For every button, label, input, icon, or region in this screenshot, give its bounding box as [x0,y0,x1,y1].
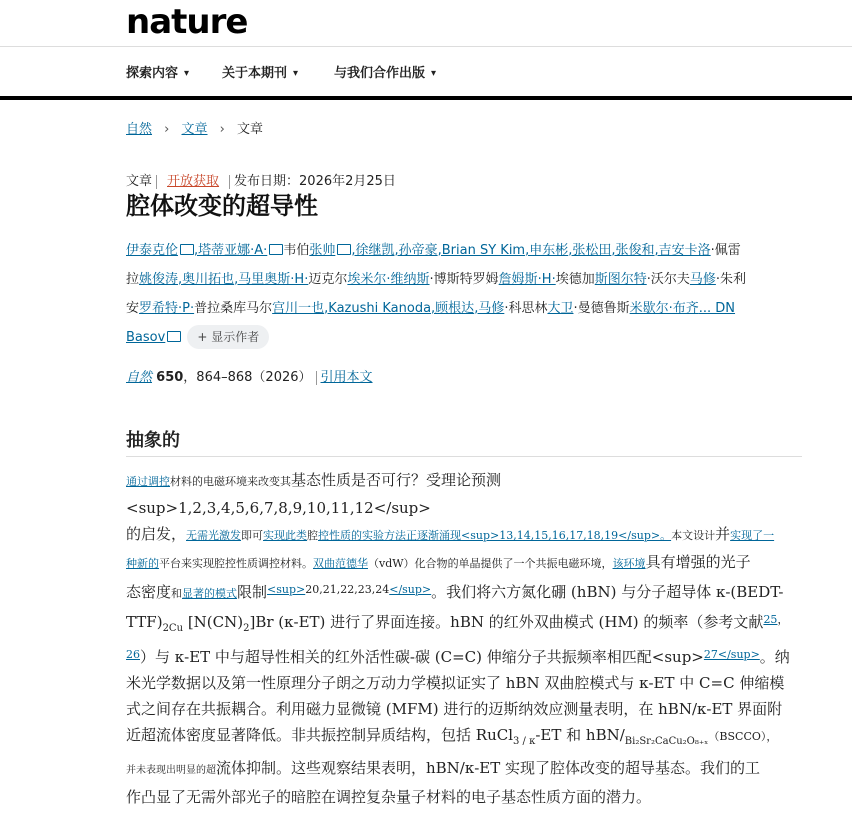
nav-explore-label: 探索内容 [126,66,179,81]
abstract-run: 并 [715,525,731,543]
chevron-down-icon: ▾ [293,68,299,79]
abstract-run: ]Br (κ-ET) 进行了界面连接。hBN 的红外双曲模式 (HM) 的频率（参考文献 [249,613,764,631]
author-text: ·科思林 [504,301,548,316]
reference-run: 20,21,22,23,24 [305,583,390,596]
nav-about-journal[interactable] [222,62,298,81]
journal-name[interactable]: 自然 [126,370,153,385]
author-text: 安 [126,301,140,316]
author-text: ·朱利 [715,272,747,287]
abstract-line: 作凸显了无需外部光子的暗腔在调控复杂量子材料的电子基态性质方面的潜力。 [126,788,652,806]
abstract-link[interactable]: 该环境 [612,557,646,570]
email-icon[interactable] [337,244,351,255]
abstract-line [126,607,800,642]
main-nav [0,46,852,100]
reference-link[interactable]: 26 [126,648,140,661]
author-link[interactable]: 大卫 [547,301,574,316]
abstract-run: 并未表现出明显的超 [126,765,216,776]
chevron-right-icon: › [219,122,225,137]
author-link[interactable]: 宫川一也 [272,301,325,316]
chevron-right-icon: › [164,122,170,137]
abstract-run: ）与 κ-ET 中与超导性相关的红外活性碳-碳 (C=C) 伸缩分子共振频率相匹配<sup> [140,648,704,666]
author-link[interactable]: 张帅 [309,243,336,258]
author-link[interactable]: ,张松田 [568,243,612,258]
abstract-line [126,722,800,755]
plus-icon: + [197,330,212,344]
volume: 650 [156,370,184,385]
author-text: 拉 [126,272,140,287]
email-icon[interactable] [269,244,283,255]
author-text: ·曼德鲁斯 [573,301,630,316]
reference-link[interactable]: </sup> [389,583,432,596]
published-date: 发布日期：2026年2月25日 [234,174,396,189]
pages: ，864–868（2026） [183,370,312,385]
abstract-run: 近超流体密度显著降低。非共振控制异质结构，包括 RuCl [126,726,513,744]
nav-about-label: 关于本期刊 [222,66,288,81]
abstract-link[interactable]: 无需光激发 [186,529,242,542]
abstract-link[interactable]: 种新的 [126,557,159,570]
abstract-run: TTF) [126,613,163,631]
author-link[interactable]: ,顾根达 [431,301,475,316]
author-link[interactable]: ,塔蒂亚娜·A· [194,243,268,258]
abstract-run: 态密度 [126,583,172,601]
author-link[interactable]: ,奥川拓也 [178,272,235,287]
nature-logo[interactable]: nature [126,2,248,42]
subscript: 2 [243,623,250,634]
author-text: 埃德加 [555,272,595,287]
abstract-run: 。我们将六方氮化硼 (hBN) 与分子超导体 κ-(BEDT- [431,583,784,601]
author-list [126,236,806,352]
author-link[interactable]: ... DN [698,301,736,316]
abstract-link[interactable]: 双曲范德华 [313,557,368,570]
abstract-run: 基态性质是否可行？受理论预测<sup>1,2,3,4,5,6,7,8,9,10,11,12</sup> [126,471,502,517]
reference-link[interactable]: 27</sup> [703,648,760,661]
breadcrumb [126,118,263,137]
author-line [126,323,806,352]
abstract-line: 米光学数据以及第一性原理分子朗之万动力学模拟证实了 hBN 双曲腔模式与 κ-ET 中 C=C 伸缩模 [126,674,785,692]
abstract-link[interactable]: 模式 [215,587,238,600]
abstract-run: 的单晶提供了一个共振电磁环境， [447,557,613,570]
abstract-link[interactable]: <sup>13,14,15,16,17,18,19</sup>。 [461,529,672,542]
abstract-run: 平台来实现腔控性质调控材料。 [159,557,313,570]
breadcrumb-nature[interactable]: 自然 [126,122,153,137]
abstract-link[interactable]: 实现了一 [730,529,775,542]
subscript: Bi₂Sr₂CaCu₂O₈₊ₓ [624,736,709,747]
nav-publish-with-us[interactable] [334,62,436,81]
author-link[interactable]: 詹姆斯·H· [498,272,556,287]
abstract-run: 即可 [241,529,264,542]
abstract-run: -ET 和 hBN/ [535,726,625,744]
author-link[interactable]: ,马里奥斯·H· [234,272,309,287]
abstract-link[interactable]: 显著的 [182,587,216,600]
author-link[interactable]: ,Brian SY Kim [437,243,526,258]
abstract-run: 和 [171,587,183,600]
author-line [126,236,806,265]
abstract-run: 流体抑制。这些观察结果表明，hBN/κ-ET 实现了腔体改变的超导基态。我们的工 [216,759,761,777]
site-header [0,0,852,47]
reference-run: ， [777,613,789,626]
reference-link[interactable]: 25 [763,613,778,626]
citation-line [126,366,373,385]
show-authors-label: 显示作者 [211,330,260,344]
abstract-run: 材料的电磁环境来改变其 [170,475,291,488]
abstract-heading: 抽象的 [126,430,180,451]
author-text: ·沃尔夫 [646,272,690,287]
abstract-line [126,755,800,784]
abstract-line [126,577,800,607]
author-link[interactable]: 马修 [689,272,716,287]
abstract-line [126,467,800,521]
abstract-run: 本文设计 [671,529,716,542]
abstract-run: 的启发， [126,525,187,543]
abstract-link[interactable]: 实现此类 [263,529,308,542]
author-link[interactable]: ,Kazushi Kanoda [324,301,432,316]
subscript: 2Cu [162,623,184,634]
author-text: 迈克尔 [308,272,348,287]
divider [316,371,317,385]
author-text: 普拉桑库马尔 [194,301,273,316]
author-link[interactable]: 罗希特·P· [139,301,195,316]
email-icon[interactable] [167,331,181,342]
author-link[interactable]: Basov [126,330,166,345]
author-link[interactable]: ,马修 [474,301,505,316]
chevron-down-icon: ▾ [184,68,190,79]
abstract-run: 腔 [307,529,319,542]
email-icon[interactable] [180,244,194,255]
author-text: ·佩雷 [710,243,741,258]
chevron-down-icon: ▾ [431,68,437,79]
author-link[interactable]: 埃米尔·维纳斯 [347,272,430,287]
divider [126,456,802,457]
open-access-badge[interactable]: 开放获取 [167,174,220,189]
abstract-run: [N(CN) [187,613,244,631]
abstract-run: 。纳 [759,648,790,666]
abstract-line [126,521,800,549]
show-authors-button[interactable] [187,325,269,349]
author-link[interactable]: ,孙帝豪 [394,243,438,258]
abstract-line [126,549,800,577]
abstract-link[interactable]: 控性质的实验方法正逐渐涌现 [318,529,462,542]
author-link[interactable]: 斯图尔特 [594,272,647,287]
author-link[interactable]: 姚俊涛 [139,272,179,287]
author-link[interactable]: ,张俊和 [611,243,655,258]
author-line [126,294,806,323]
abstract-text [126,467,800,810]
abstract-line: 式之间存在共振耦合。利用磁力显微镜 (MFM) 进行的迈斯纳效应测量表明，在 hBN/κ-ET 界面附 [126,700,783,718]
article-type: 文章 [126,174,153,189]
abstract-run: （vdW）化合物 [368,557,448,570]
nav-publish-label: 与我们合作出版 [334,66,426,81]
author-link[interactable]: ,申东彬 [525,243,569,258]
reference-link[interactable]: <sup> [267,583,306,596]
abstract-line [126,642,800,670]
subscript: 3 / κ [513,736,536,747]
breadcrumb-articles[interactable]: 文章 [181,122,208,137]
author-link[interactable]: ,吉安卡洛 [654,243,711,258]
nav-explore[interactable] [126,62,189,81]
author-link[interactable]: 伊泰克伦 [126,243,179,258]
abstract-run: （BSCCO）， [708,730,778,743]
cite-article-link[interactable]: 引用本文 [320,370,373,385]
author-line [126,265,806,294]
abstract-link[interactable]: 通过调控 [126,475,170,488]
author-text: 韦伯 [283,243,310,258]
author-text: ·博斯特罗姆 [429,272,499,287]
author-link[interactable]: 米歇尔·布齐 [629,301,699,316]
abstract-run: 具有增强的光子 [645,553,751,571]
page-title: 腔体改变的超导性 [126,191,318,220]
abstract-run: 限制 [237,583,268,601]
breadcrumb-current: 文章 [237,122,264,137]
author-link[interactable]: ,徐继凯 [351,243,395,258]
